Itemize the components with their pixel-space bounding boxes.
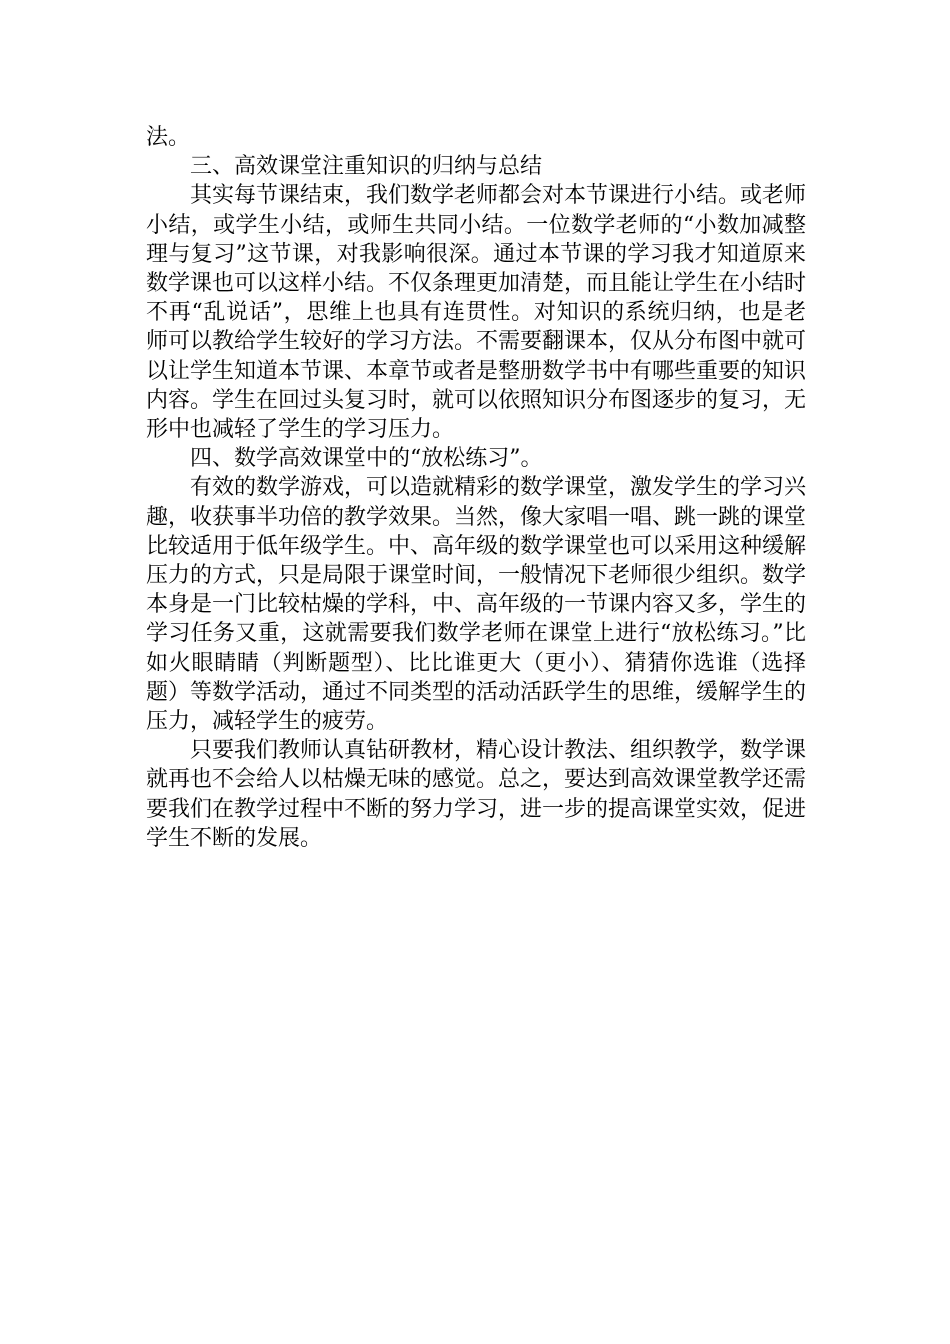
paragraph-relax-exercise: 有效的数学游戏，可以造就精彩的数学课堂，激发学生的学习兴趣，收获事半功倍的教学效果。当然，像大家唱一唱、跳一跳的课堂比较适用于低年级学生。中、高年级的数学课堂也可以采用这种缓解压力的方式，只是局限于课堂时间，一般情况下老师很少组织。数学本身是一门比较枯燥的学科，中、高年级的一节课内容又多，学生的学习任务又重，这就需要我们数学老师在课堂上进行“放松练习。”比如火眼睛睛（判断题型）、比比谁更大（更小）、猜猜你选谁（选择题）等数学活动，通过不同类型的活动活跃学生的思维，缓解学生的压力，减轻学生的疲劳。 xyxy=(146,475,807,735)
paragraph-continuation: 法。 xyxy=(146,125,191,150)
section-heading-4: 四、数学高效课堂中的“放松练习”。 xyxy=(190,446,543,472)
section-heading-3: 三、高效课堂注重知识的归纳与总结 xyxy=(190,154,543,180)
paragraph-conclusion: 只要我们教师认真钻研教材，精心设计教法、组织教学，数学课就再也不会给人以枯燥无味的感觉。总之，要达到高效课堂教学还需要我们在教学过程中不断的努力学习，进一步的提高课堂实效，促进学生不断的发展。 xyxy=(146,738,807,851)
document-body xyxy=(146,123,806,853)
paragraph-summary: 其实每节课结束，我们数学老师都会对本节课进行小结。或老师小结，或学生小结，或师生共同小结。一位数学老师的“小数加减整理与复习”这节课，对我影响很深。通过本节课的学习我才知道原来数学课也可以这样小结。不仅条理更加清楚，而且能让学生在小结时不再“乱说话”，思维上也具有连贯性。对知识的系统归纳，也是老师可以教给学生较好的学习方法。不需要翻课本，仅从分布图中就可以让学生知道本节课、本章节或者是整册数学书中有哪些重要的知识内容。学生在回过头复习时，就可以依照知识分布图逐步的复习，无形中也减轻了学生的学习压力。 xyxy=(146,183,807,443)
